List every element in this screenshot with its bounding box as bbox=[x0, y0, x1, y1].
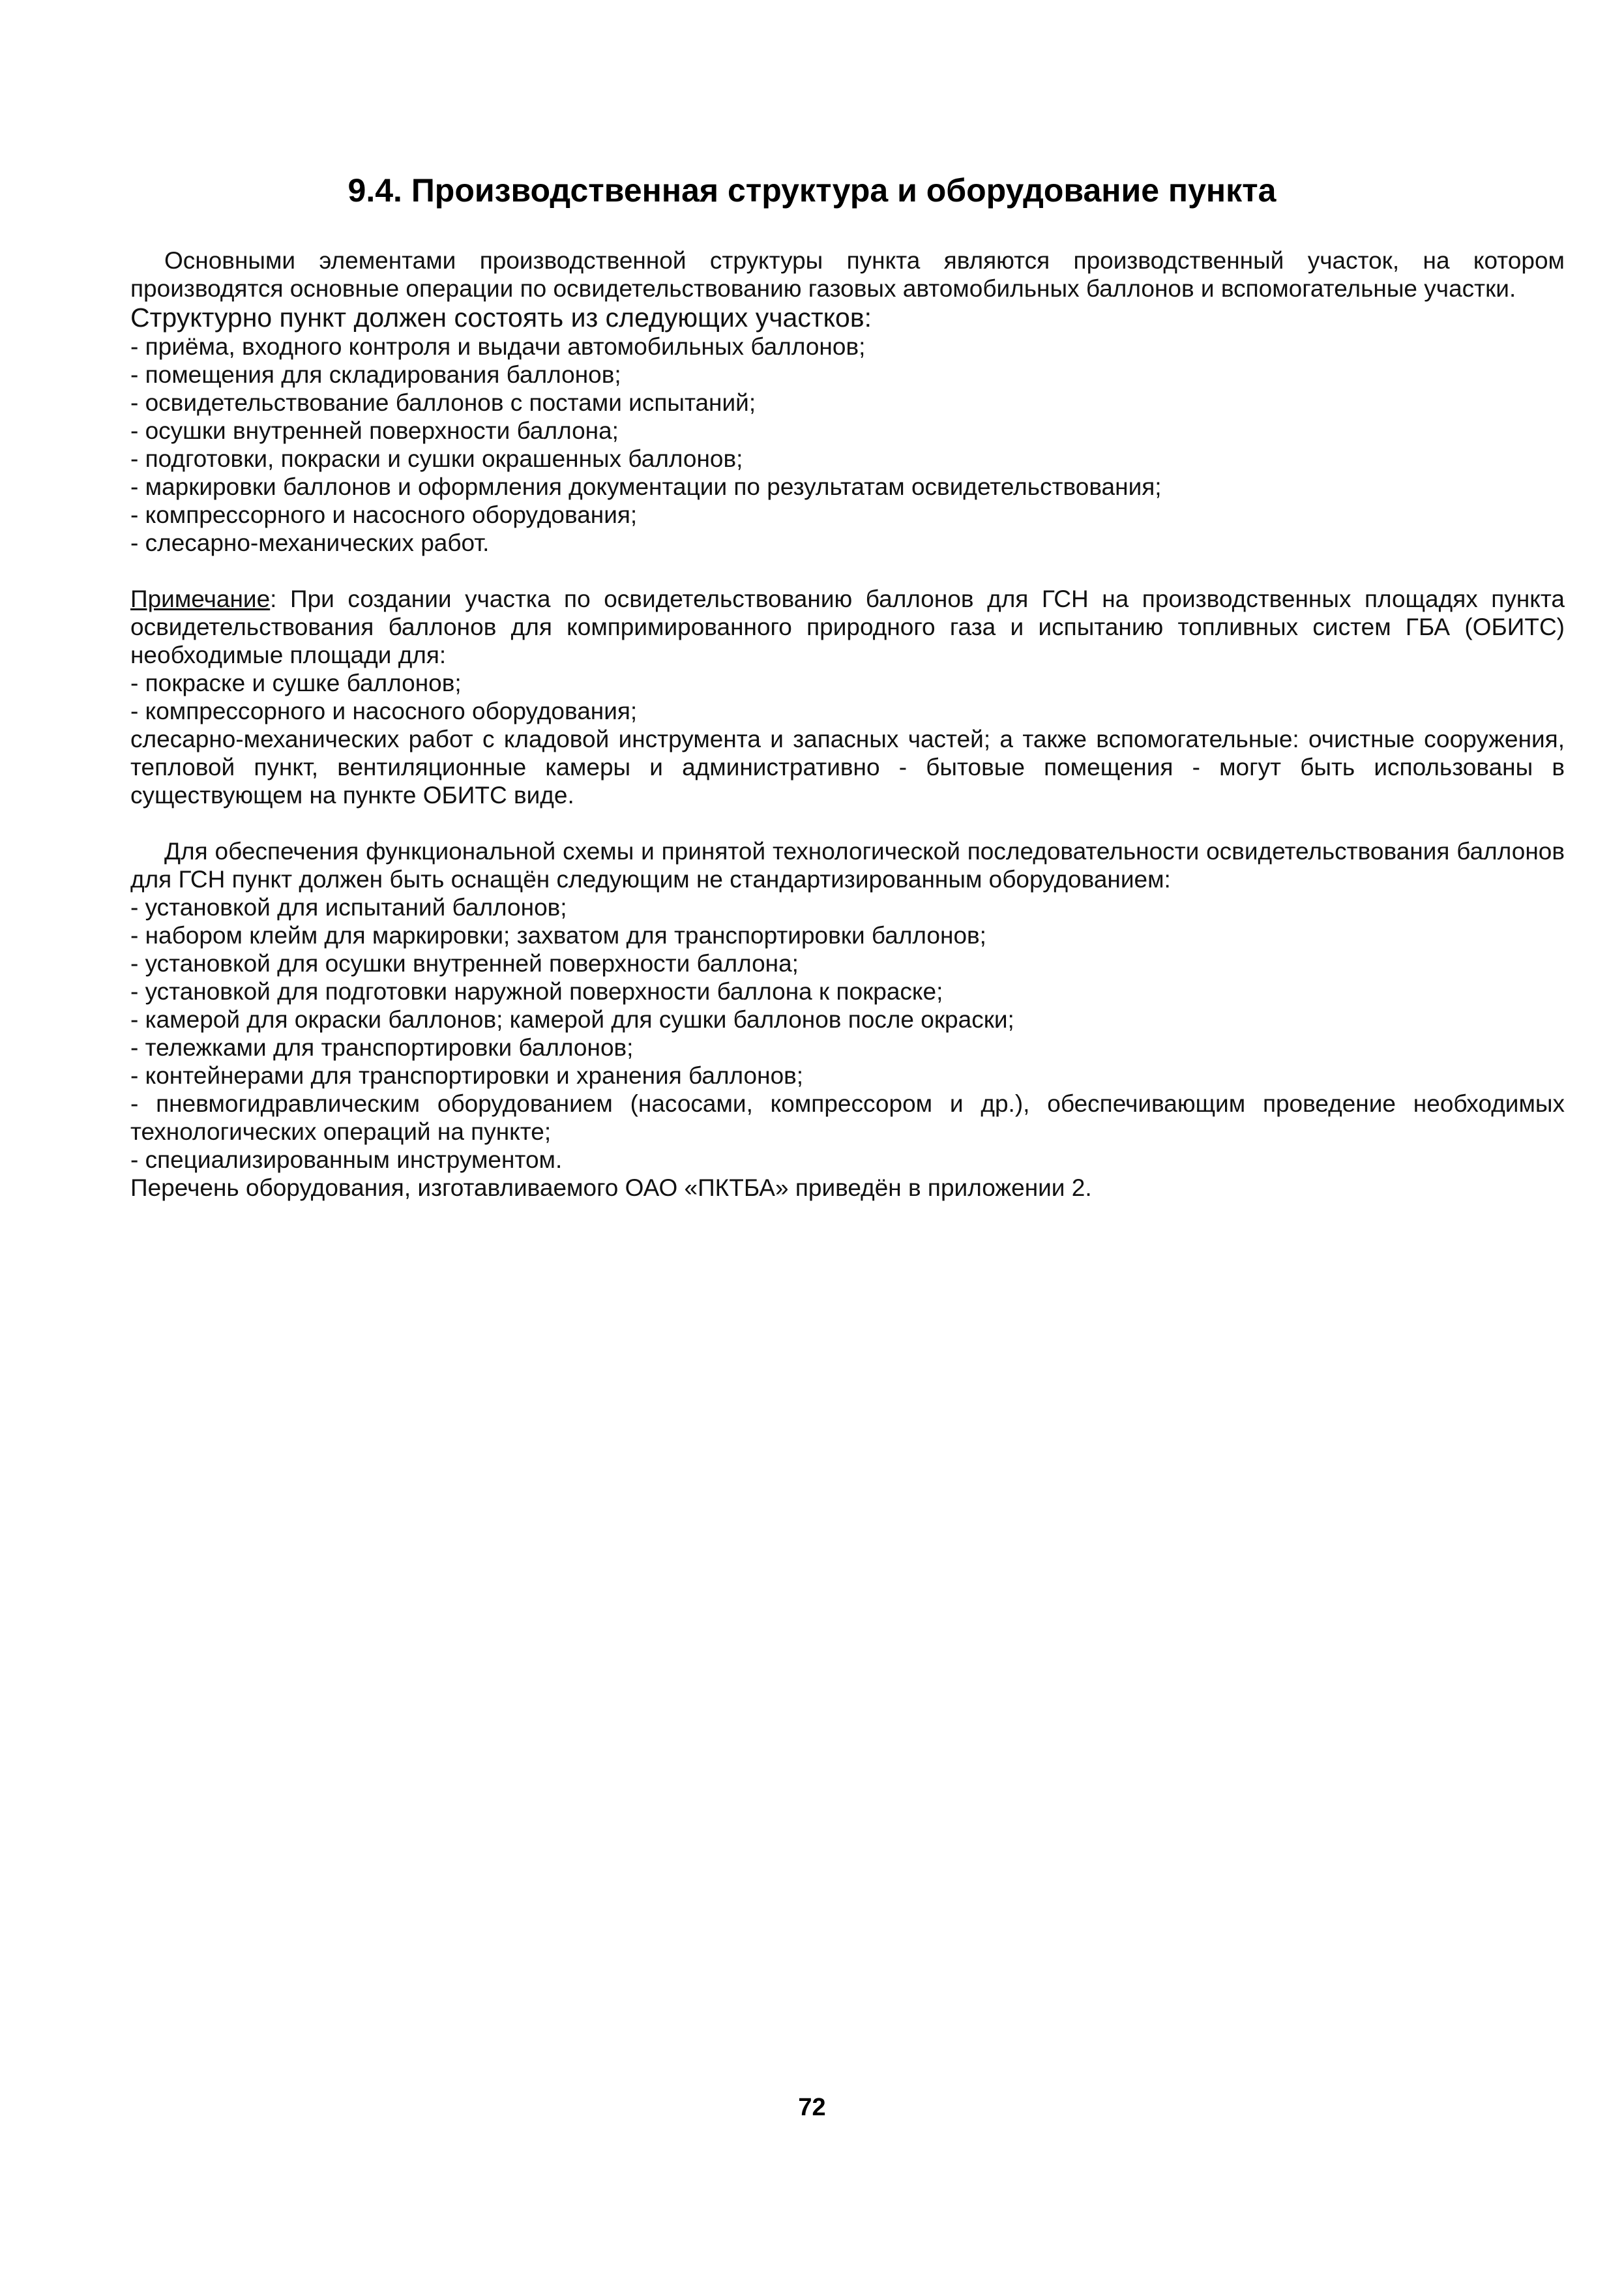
equipment-intro: Для обеспечения функциональной схемы и принятой технологической последовательности освидетельствования баллонов для ГСН пункт должен быть оснащён следующим не стандартизированным оборудованием: bbox=[130, 838, 1565, 893]
list-item: - приёма, входного контроля и выдачи автомобильных баллонов; bbox=[130, 333, 866, 360]
list-item: - маркировки баллонов и оформления документации по результатам освидетельствования; bbox=[130, 473, 1162, 500]
list-item: - подготовки, покраски и сушки окрашенных баллонов; bbox=[130, 445, 743, 472]
page-title: 9.4. Производственная структура и оборудование пункта bbox=[347, 172, 1277, 209]
list-item: - специализированным инструментом. bbox=[130, 1146, 563, 1173]
closing-paragraph: Перечень оборудования, изготавливаемого ОАО «ПКТБА» приведён в приложении 2. bbox=[130, 1174, 1092, 1201]
note-label: Примечание bbox=[130, 586, 271, 612]
list-item: - пневмогидравлическим оборудованием (насосами, компрессором и др.), обеспечивающим проведение необходимых технологических операций на пункте; bbox=[130, 1090, 1565, 1145]
note-tail: слесарно-механических работ с кладовой инструмента и запасных частей; а также вспомогательные: очистные сооружения, тепловой пункт, вентиляционные камеры и административно - бытовые помещения - могут быть использованы в существующем на пункте ОБИТС виде. bbox=[130, 726, 1565, 809]
spacer bbox=[130, 557, 1565, 585]
list-item: - осушки внутренней поверхности баллона; bbox=[130, 417, 619, 444]
list-item: - камерой для окраски баллонов; камерой для сушки баллонов после окраски; bbox=[130, 1006, 1014, 1033]
equipment-list bbox=[130, 893, 1565, 1174]
list-item: - покраске и сушке баллонов; bbox=[130, 670, 462, 696]
list-item: - тележками для транспортировки баллонов; bbox=[130, 1034, 634, 1061]
list-item: - установкой для испытаний баллонов; bbox=[130, 894, 567, 921]
sections-list bbox=[130, 333, 1565, 557]
list-item: - набором клейм для маркировки; захватом для транспортировки баллонов; bbox=[130, 922, 986, 949]
document-body bbox=[130, 246, 1565, 1202]
note-list bbox=[130, 669, 1565, 725]
page-number: 72 bbox=[798, 2094, 826, 2121]
structure-heading: Структурно пункт должен состоять из следующих участков: bbox=[130, 303, 872, 333]
spacer bbox=[130, 809, 1565, 837]
list-item: - компрессорного и насосного оборудования; bbox=[130, 698, 638, 724]
list-item: - установкой для осушки внутренней поверхности баллона; bbox=[130, 950, 799, 977]
list-item: - освидетельствование баллонов с постами испытаний; bbox=[130, 389, 756, 416]
list-item: - установкой для подготовки наружной поверхности баллона к покраске; bbox=[130, 978, 943, 1005]
note-paragraph bbox=[130, 585, 1565, 669]
list-item: - контейнерами для транспортировки и хранения баллонов; bbox=[130, 1062, 804, 1089]
list-item: - компрессорного и насосного оборудования; bbox=[130, 501, 638, 528]
intro-paragraph: Основными элементами производственной структуры пункта являются производственный участок, на котором производятся основные операции по освидетельствованию газовых автомобильных баллонов и вспомогательные участки. bbox=[130, 247, 1565, 302]
list-item: - помещения для складирования баллонов; bbox=[130, 361, 621, 388]
list-item: - слесарно-механических работ. bbox=[130, 529, 490, 556]
note-text: : При создании участка по освидетельствованию баллонов для ГСН на производственных площадях пункта освидетельствования баллонов для компримированного природного газа и испытанию топливных систем ГБА (ОБИТС) необходимые площади для: bbox=[130, 586, 1565, 668]
